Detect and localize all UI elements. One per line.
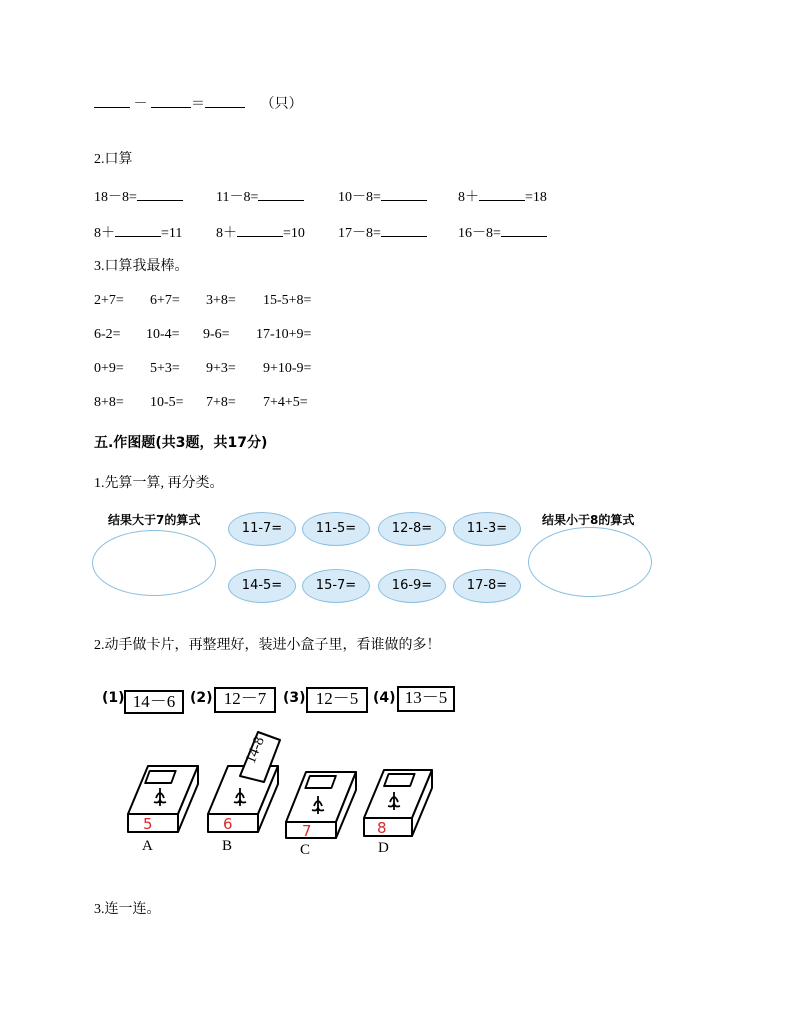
expression-card[interactable]: 16-9= <box>378 569 446 603</box>
s3-expr: 10-5= <box>150 395 184 410</box>
box-letter: A <box>142 838 153 854</box>
box-letter: B <box>222 838 233 854</box>
box-letter: D <box>378 840 389 856</box>
s2-row1-item: 8＋ =18 <box>458 190 547 205</box>
s2-title: 2.口算 <box>94 152 133 167</box>
card-number: (3) <box>283 690 306 706</box>
s2-row1-item: 10－8= <box>338 188 427 206</box>
s3-expr: 2+7= <box>94 293 124 308</box>
expression-card[interactable]: 12－5 <box>306 687 368 713</box>
s2-row2-item: 8＋ =10 <box>216 226 305 241</box>
card-number: (4) <box>373 690 396 706</box>
answer-blank[interactable] <box>258 188 304 201</box>
answer-blank[interactable] <box>381 224 427 237</box>
section-heading: 五.作图题(共3题，共17分) <box>94 435 268 451</box>
answer-blank[interactable] <box>381 188 427 201</box>
s2-row2-item: 8＋ =11 <box>94 226 183 241</box>
card-number: (2) <box>190 690 213 706</box>
box-b <box>208 732 280 832</box>
box-value: 8 <box>377 819 387 837</box>
s3-expr: 9+10-9= <box>263 361 312 376</box>
box-value: 5 <box>143 815 153 833</box>
drop-zone-greater[interactable] <box>92 530 216 596</box>
minus-sign: － <box>133 97 148 112</box>
expression-card[interactable]: 14-5= <box>228 569 296 603</box>
s3-expr: 17-10+9= <box>256 327 312 342</box>
equals-sign: ＝ <box>191 97 205 112</box>
answer-blank[interactable] <box>501 224 547 237</box>
expression-card[interactable]: 11-5= <box>302 512 370 546</box>
answer-blank[interactable] <box>479 188 525 201</box>
unit-label: （只） <box>260 97 303 112</box>
expression-card[interactable]: 14－6 <box>124 690 184 714</box>
box-value: 7 <box>302 822 312 840</box>
s3-expr: 0+9= <box>94 361 124 376</box>
expression-card[interactable]: 11-7= <box>228 512 296 546</box>
blank[interactable] <box>94 95 130 108</box>
s3-expr: 9+3= <box>206 361 236 376</box>
s3-expr: 7+4+5= <box>263 395 308 410</box>
category-label-right: 结果小于8的算式 <box>542 513 635 527</box>
equation-blank-line <box>94 95 303 113</box>
s2-row1-item: 11－8= <box>216 188 304 206</box>
card-number: (1) <box>102 690 125 706</box>
s3-expr: 6-2= <box>94 327 121 342</box>
expression-card[interactable]: 17-8= <box>453 569 521 603</box>
q1-title: 1.先算一算, 再分类。 <box>94 476 224 491</box>
box-d <box>364 770 432 836</box>
s3-expr: 7+8= <box>206 395 236 410</box>
category-label-left: 结果大于7的算式 <box>108 513 201 527</box>
s3-expr: 15-5+8= <box>263 293 312 308</box>
expression-card[interactable]: 12－7 <box>214 687 276 713</box>
drop-zone-less[interactable] <box>528 527 652 597</box>
s3-expr: 5+3= <box>150 361 180 376</box>
inserted-card-label: 14-8 <box>242 734 268 767</box>
s3-expr: 3+8= <box>206 293 236 308</box>
s3-expr: 10-4= <box>146 327 180 342</box>
s3-title: 3.口算我最棒。 <box>94 259 189 274</box>
s3-expr: 8+8= <box>94 395 124 410</box>
box-value: 6 <box>223 815 233 833</box>
s2-row1-item: 18－8= <box>94 188 183 206</box>
box-letter: C <box>300 842 311 858</box>
blank[interactable] <box>205 95 245 108</box>
expression-card[interactable]: 13－5 <box>397 686 455 712</box>
s2-row2-item: 16－8= <box>458 224 547 242</box>
s3-expr: 9-6= <box>203 327 230 342</box>
s3-expr: 6+7= <box>150 293 180 308</box>
box-c <box>286 772 356 838</box>
answer-blank[interactable] <box>115 224 161 237</box>
answer-blank[interactable] <box>237 224 283 237</box>
q2-title: 2.动手做卡片，再整理好，装进小盒子里，看谁做的多！ <box>94 638 441 653</box>
expression-card[interactable]: 12-8= <box>378 512 446 546</box>
q3-title: 3.连一连。 <box>94 902 161 917</box>
answer-blank[interactable] <box>137 188 183 201</box>
expression-card[interactable]: 15-7= <box>302 569 370 603</box>
box-a <box>128 766 198 832</box>
expression-card[interactable]: 11-3= <box>453 512 521 546</box>
card-boxes-illustration <box>120 726 440 846</box>
blank[interactable] <box>151 95 191 108</box>
s2-row2-item: 17－8= <box>338 224 427 242</box>
